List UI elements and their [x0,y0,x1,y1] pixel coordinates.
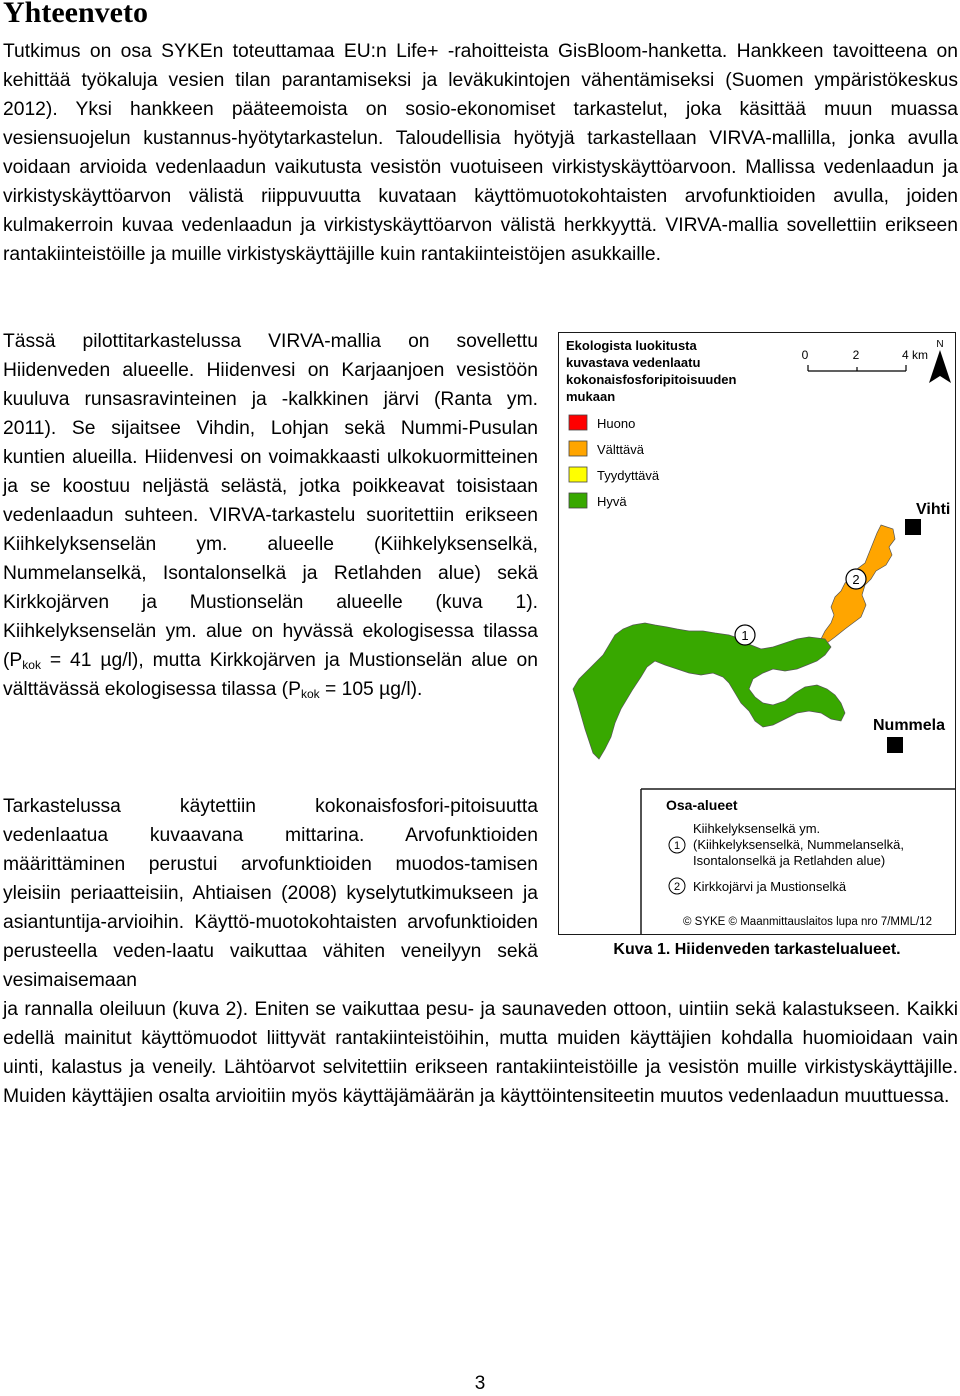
scale-label-4km: 4 km [901,348,929,362]
legend-title-line: mukaan [566,389,616,404]
paragraph-intro: Tutkimus on osa SYKEn toteuttamaa EU:n Life+ -rahoitteista GisBloom-hanketta. Hankkeen tavoitteena on kehittää työkaluja vesien tilan parantamiseksi ja leväkukintojen vähentämiseksi (Suomen ympäristökeskus 2012). Yksi hankkeen pääteemoista on sosio-ekonomiset tarkastelut, joka käsittää muun muassa vesiensuojelun kustannus-hyötytarkastelun. Taloudellisia hyötyjä tarkastellaan VIRVA-mallilla, jonka avulla voidaan arvioida vedenlaadun vaikutusta vesistön vuotuiseen virkistyskäyttöarvoon. Mallissa vedenlaadun ja virkistyskäyttöarvon välistä riippuvuutta kuvataan käyttömuotokohtaisten arvofunktioiden avulla, joiden kulmakerroin kuvaa vedenlaadun ja virkistyskäyttöarvon välistä herkkyyttä. VIRVA-mallia sovellettiin erikseen rantakiinteistöille ja muille virkistyskäyttäjille kuin rantakiinteistöjen asukkaille. [3,41,958,265]
lake-area-kiihkelyksenselka [573,623,845,759]
subarea-2-label: Kirkkojärvi ja Mustionselkä [693,879,847,894]
legend-swatch-valttava [569,441,587,456]
legend-label-valttava: Välttävä [597,442,644,457]
legend-label-huono: Huono [597,416,636,431]
subarea-1-label [693,821,908,868]
area-marker-2-label: 2 [852,572,860,587]
north-label: N [936,339,944,350]
scale-label-2: 2 [852,348,860,362]
subareas-title: Osa-alueet [666,797,738,813]
legend-title [566,338,740,404]
figure-caption: Kuva 1. Hiidenveden tarkastelualueet. [613,941,901,958]
legend-title-line: Ekologista luokitusta [566,338,697,353]
paragraph-text: Tässä pilottitarkastelussa VIRVA-mallia on sovellettu Hiidenveden alueelle. Hiidenvesi on Karjaanjoen vesistöön kuuluva runsasravinteinen ja -kalkkinen järvi (Ranta ym. 2011). Se sijaitsee Vihdin, Lohjan sekä Nummi-Pusulan kuntien alueilla. Hiidenvesi on voimakkaasti ulkokuormitteinen ja se koostuu neljästä selästä, jotka poikkeavat toisistaan vedenlaadun suhteen. VIRVA-tarkastelu suoritettiin erikseen Kiihkelyksenselän ym. alueelle (Kiihkelyksenselkä, Nummelanselkä, Isontalonselkä ja Retlahden alue) sekä Kirkkojärven ja Mustionselän alueelle (kuva 1). Kiihkelyksenselän ym. alue on hyvässä ekologisessa tilassa (P [3,331,538,671]
legend-swatch-huono [569,415,587,430]
page-number: 3 [474,1373,486,1394]
paragraph-text: = 41 µg/l), mutta Kirkkojärven ja Mustionselän alue on välttävässä ekologisessa tilassa (P [3,650,538,700]
scale-label-0: 0 [801,348,809,362]
legend-title-line: kuvastava vedenlaatu [566,355,701,370]
legend-swatch-hyva [569,493,587,508]
subarea-1-marker-label: 1 [673,840,681,852]
paragraph-method-continued: ja rannalla oleiluun (kuva 2). Eniten se vaikuttaa pesu- ja saunaveden ottoon, uintiin sekä kalastukseen. Kaikki edellä mainitut käyttömuodot liittyvät rantakiinteistöihin, mutta muiden käyttäjien kohdalla huomioidaan vain uinti, kalastus ja veneily. Lähtöarvot selvitettiin erikseen rantakiinteistöille ja vesistön muille virkistyskäyttäjille. Muiden käyttäjien osalta arvioitiin myös käyttäjämäärän ja käyttöintensiteetin muutos vedenlaadun muuttuessa. [3,999,958,1107]
map-svg [559,333,956,935]
legend-label-hyva: Hyvä [597,494,627,509]
section-title: Yhteenveto [3,0,148,29]
subscript-kok: kok [300,687,320,701]
north-arrow-icon [929,350,951,383]
scale-bar [808,365,906,371]
paragraph-hiidenvesi [3,327,538,704]
town-label-vihti: Vihti [916,501,951,518]
area-marker-1-label: 1 [741,628,749,643]
subarea-1-line: Isontalonselkä ja Retlahden alue) [693,853,886,868]
legend-swatch-tyydyttava [569,467,587,482]
paragraph-method: Tarkastelussa käytettiin kokonaisfosfori-pitoisuutta vedenlaatua kuvaavana mittarina. Arvofunktioiden määrittäminen perustui arvofunktioiden muodos-tamisen yleisiin periaatteisiin, Ahtiaisen (2008) kyselytutkimukseen ja asiantuntija-arvioihin. Käyttö-muotokohtaisten arvofunktioiden perusteella veden-laatu vaikuttaa vähiten veneilyyn sekä vesimaisemaan [3,796,538,991]
paragraph-text: = 105 µg/l). [319,679,423,700]
town-label-nummela: Nummela [873,717,946,734]
map-copyright: © SYKE © Maanmittauslaitos lupa nro 7/MML/12 [683,916,932,928]
legend-label-tyydyttava: Tyydyttävä [597,468,660,483]
map-figure [558,332,956,935]
subarea-1-line: (Kiihkelyksenselkä, Nummelanselkä, [693,837,904,852]
subscript-kok: kok [22,658,41,672]
subarea-1-line: Kiihkelyksenselkä ym. [693,821,821,836]
legend-title-line: kokonaisfosforipitoisuuden [566,372,737,387]
subarea-2-marker-label: 2 [673,881,681,893]
town-marker-vihti [905,519,921,535]
town-marker-nummela [887,737,903,753]
